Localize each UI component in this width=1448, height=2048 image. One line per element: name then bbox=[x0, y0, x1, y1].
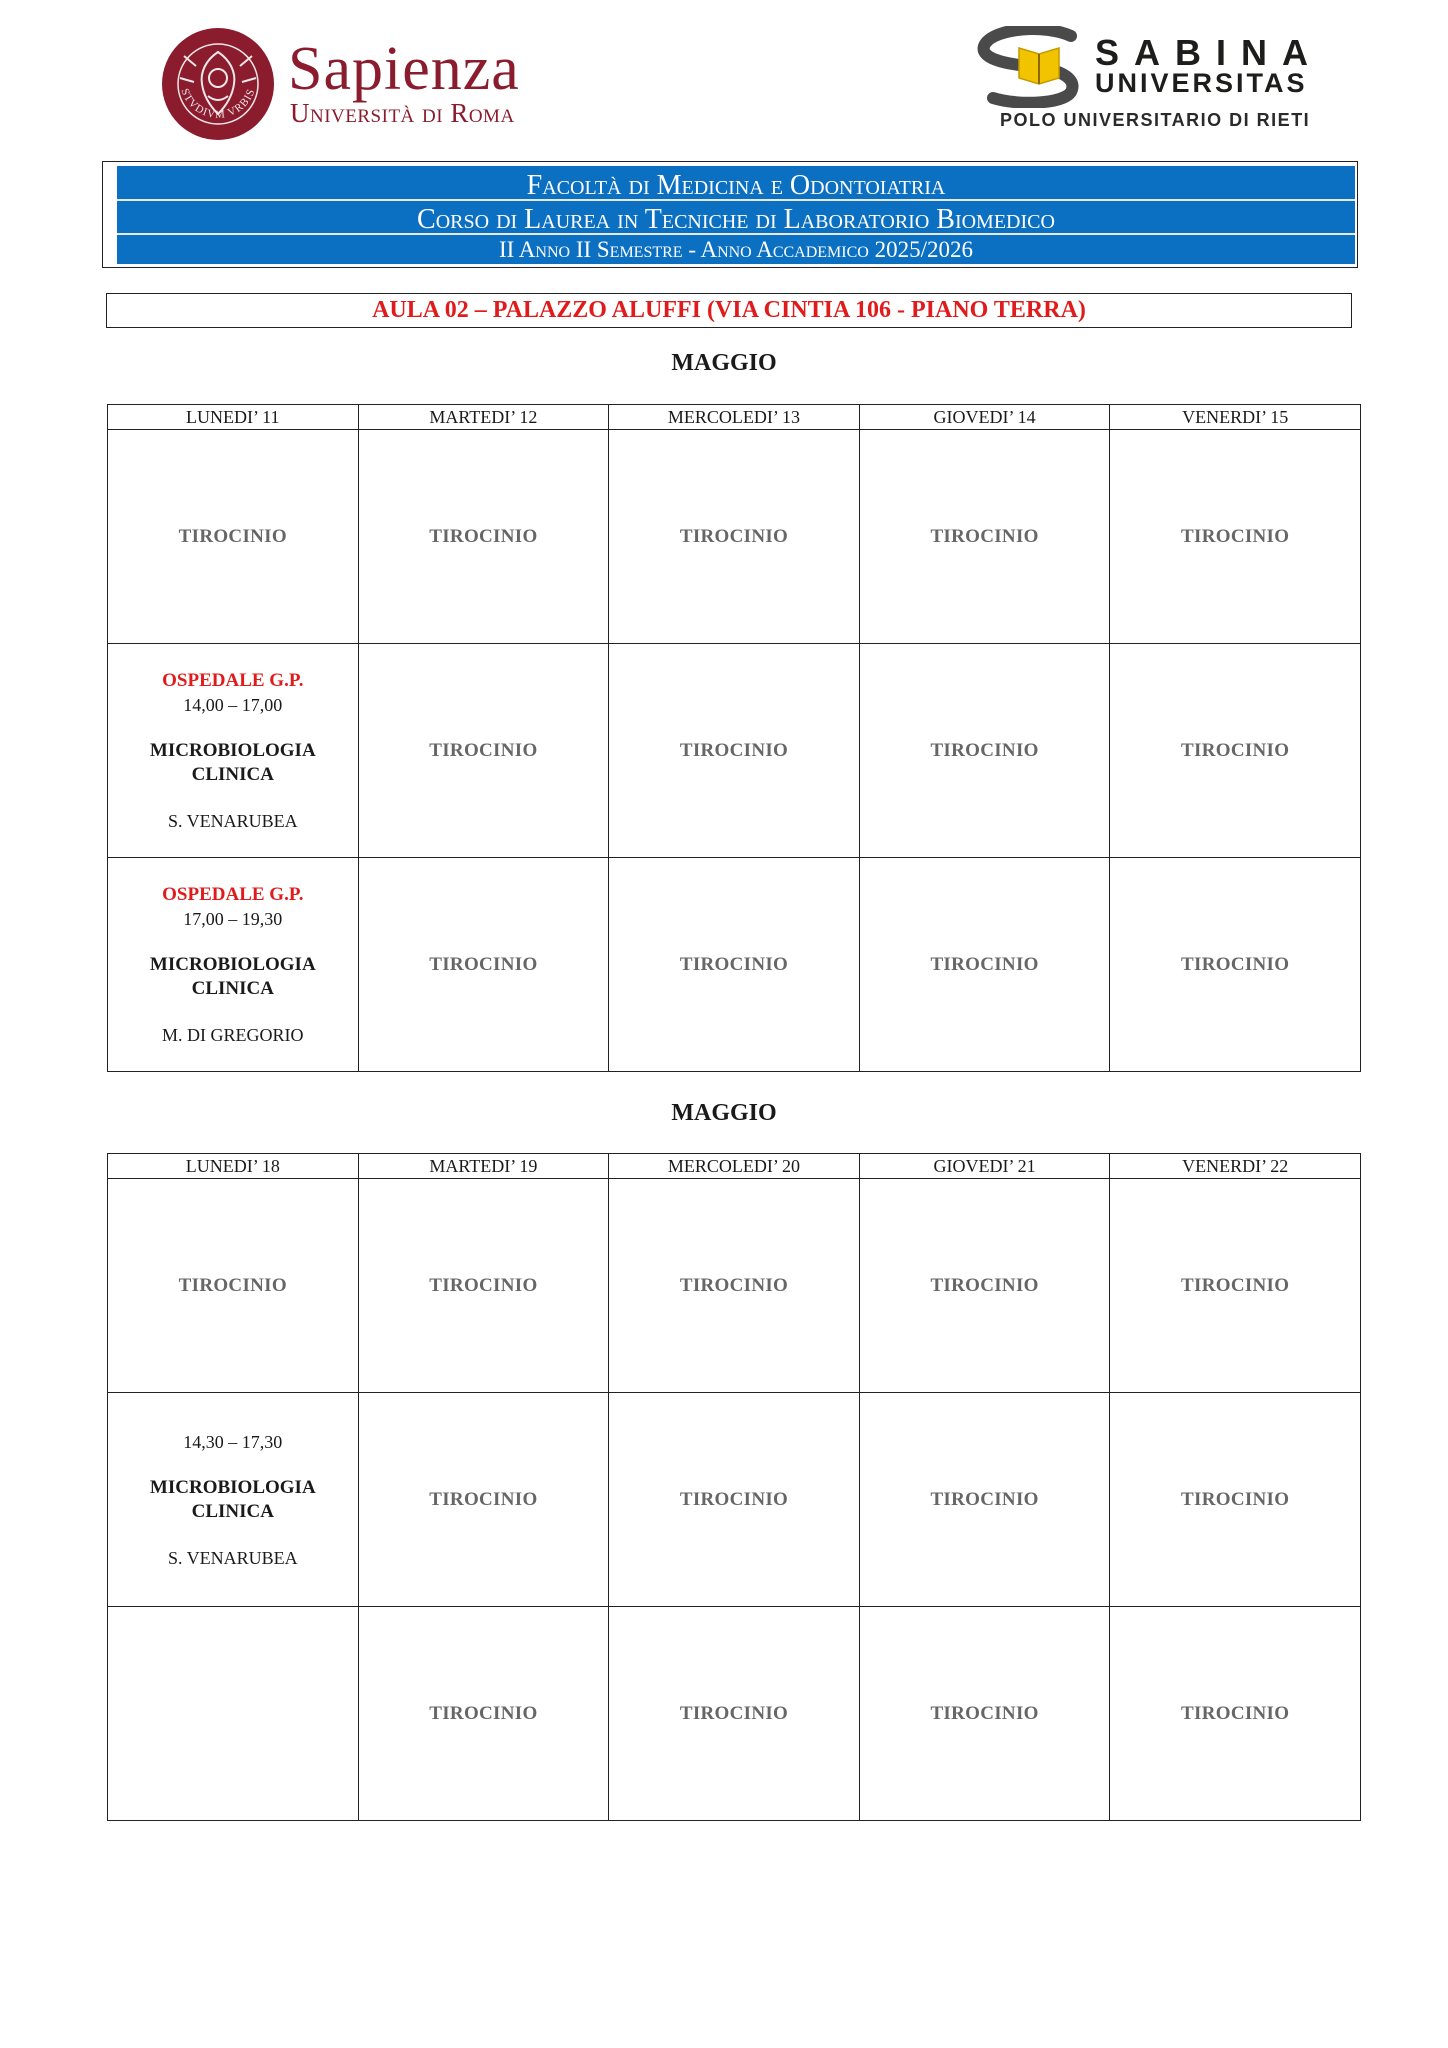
internship-label: TIROCINIO bbox=[930, 953, 1039, 975]
internship-label: TIROCINIO bbox=[1181, 1488, 1290, 1510]
day-header: LUNEDI’ 11 bbox=[108, 405, 359, 430]
schedule-row bbox=[108, 644, 1361, 858]
internship-label: TIROCINIO bbox=[930, 1702, 1039, 1724]
schedule-cell bbox=[859, 1393, 1110, 1607]
internship-label: TIROCINIO bbox=[1181, 1274, 1290, 1296]
internship-label: TIROCINIO bbox=[429, 1702, 538, 1724]
schedule-cell bbox=[609, 858, 860, 1072]
lesson-teacher: S. VENARUBEA bbox=[167, 810, 298, 831]
internship-label: TIROCINIO bbox=[1181, 739, 1290, 761]
lesson-time: 17,00 – 19,30 bbox=[183, 908, 283, 929]
sabina-tagline: POLO UNIVERSITARIO DI RIETI bbox=[1000, 110, 1311, 130]
sabina-subtitle: UNIVERSITAS bbox=[1095, 68, 1308, 98]
schedule-cell bbox=[358, 644, 609, 858]
schedule-cell bbox=[108, 1179, 359, 1393]
faculty-banner bbox=[102, 161, 1358, 268]
day-header: GIOVEDI’ 14 bbox=[859, 405, 1110, 430]
internship-label: TIROCINIO bbox=[679, 1702, 789, 1724]
internship-label: TIROCINIO bbox=[679, 1274, 789, 1296]
internship-label: TIROCINIO bbox=[679, 739, 789, 761]
lesson-subject: MICROBIOLOGIA bbox=[149, 953, 316, 975]
sapienza-name: Sapienza bbox=[288, 35, 520, 103]
day-header: GIOVEDI’ 21 bbox=[859, 1154, 1110, 1179]
lesson-teacher: S. VENARUBEA bbox=[167, 1547, 298, 1568]
schedule-cell bbox=[358, 858, 609, 1072]
schedule-cell bbox=[609, 430, 860, 644]
schedule-row bbox=[108, 1393, 1361, 1607]
month-title-week1: MAGGIO bbox=[671, 350, 777, 376]
schedule-cell bbox=[609, 1607, 860, 1821]
month-title-week2: MAGGIO bbox=[671, 1100, 777, 1126]
lesson-cell bbox=[108, 858, 359, 1072]
internship-label: TIROCINIO bbox=[1181, 525, 1290, 547]
schedule-table-week1 bbox=[107, 404, 1361, 1072]
schedule-cell bbox=[1110, 1607, 1361, 1821]
schedule-row bbox=[108, 1179, 1361, 1393]
seal-text: STVDIVM VRBIS bbox=[178, 86, 258, 122]
internship-label: TIROCINIO bbox=[1181, 953, 1290, 975]
schedule-cell bbox=[859, 1607, 1110, 1821]
schedule-cell bbox=[1110, 1393, 1361, 1607]
schedule-row bbox=[108, 430, 1361, 644]
academic-year: II Anno II Semestre - Anno Accademico 2025/2026 bbox=[499, 237, 973, 262]
schedule-cell bbox=[859, 858, 1110, 1072]
lesson-subject-line2: CLINICA bbox=[191, 763, 274, 785]
internship-label: TIROCINIO bbox=[930, 739, 1039, 761]
schedule-row bbox=[108, 858, 1361, 1072]
day-header-row bbox=[108, 405, 1361, 430]
empty-cell bbox=[108, 1607, 359, 1821]
lesson-subject-line2: CLINICA bbox=[191, 977, 274, 999]
day-header: MERCOLEDI’ 20 bbox=[609, 1154, 860, 1179]
internship-label: TIROCINIO bbox=[429, 1274, 538, 1296]
lesson-subject: MICROBIOLOGIA bbox=[149, 739, 316, 761]
lesson-subject: MICROBIOLOGIA bbox=[149, 1476, 316, 1498]
lesson-location: OSPEDALE G.P. bbox=[162, 883, 304, 905]
schedule-cell bbox=[358, 1393, 609, 1607]
sapienza-seal-icon bbox=[160, 26, 276, 142]
course-title: Corso di Laurea in Tecniche di Laboratorio Biomedico bbox=[417, 204, 1055, 235]
day-header: VENERDI’ 15 bbox=[1110, 405, 1361, 430]
internship-label: TIROCINIO bbox=[429, 953, 538, 975]
schedule-cell bbox=[358, 1607, 609, 1821]
day-header-row bbox=[108, 1154, 1361, 1179]
internship-label: TIROCINIO bbox=[679, 525, 789, 547]
classroom-label: AULA 02 – PALAZZO ALUFFI (VIA CINTIA 106 - PIANO TERRA) bbox=[106, 293, 1352, 328]
lesson-time: 14,00 – 17,00 bbox=[183, 694, 283, 715]
lesson-teacher: M. DI GREGORIO bbox=[162, 1024, 304, 1045]
day-header: MARTEDI’ 19 bbox=[358, 1154, 609, 1179]
day-header: LUNEDI’ 18 bbox=[108, 1154, 359, 1179]
internship-label: TIROCINIO bbox=[1181, 1702, 1290, 1724]
schedule-cell bbox=[358, 1179, 609, 1393]
lesson-cell bbox=[108, 1393, 359, 1607]
schedule-cell bbox=[859, 1179, 1110, 1393]
internship-label: TIROCINIO bbox=[429, 525, 538, 547]
day-header: MARTEDI’ 12 bbox=[358, 405, 609, 430]
schedule-cell bbox=[859, 644, 1110, 858]
schedule-cell bbox=[609, 644, 860, 858]
schedule-cell bbox=[609, 1393, 860, 1607]
schedule-cell bbox=[609, 1179, 860, 1393]
schedule-cell bbox=[108, 430, 359, 644]
internship-label: TIROCINIO bbox=[429, 739, 538, 761]
internship-label: TIROCINIO bbox=[930, 525, 1039, 547]
faculty-title: Facoltà di Medicina e Odontoiatria bbox=[526, 170, 946, 201]
internship-label: TIROCINIO bbox=[930, 1488, 1039, 1510]
schedule-cell bbox=[1110, 1179, 1361, 1393]
day-header: MERCOLEDI’ 13 bbox=[609, 405, 860, 430]
sabina-book-icon bbox=[975, 26, 1095, 108]
schedule-cell bbox=[358, 430, 609, 644]
schedule-cell bbox=[1110, 858, 1361, 1072]
internship-label: TIROCINIO bbox=[679, 953, 789, 975]
lesson-location: OSPEDALE G.P. bbox=[162, 669, 304, 691]
lesson-subject-line2: CLINICA bbox=[191, 1500, 274, 1522]
sabina-logo bbox=[975, 26, 1330, 136]
internship-label: TIROCINIO bbox=[178, 525, 287, 547]
internship-label: TIROCINIO bbox=[679, 1488, 789, 1510]
lesson-cell bbox=[108, 644, 359, 858]
sapienza-subtitle: Università di Roma bbox=[290, 98, 515, 128]
schedule-row bbox=[108, 1607, 1361, 1821]
internship-label: TIROCINIO bbox=[178, 1274, 287, 1296]
lesson-time: 14,30 – 17,30 bbox=[183, 1431, 283, 1452]
schedule-cell bbox=[1110, 644, 1361, 858]
internship-label: TIROCINIO bbox=[930, 1274, 1039, 1296]
schedule-cell bbox=[859, 430, 1110, 644]
internship-label: TIROCINIO bbox=[429, 1488, 538, 1510]
schedule-cell bbox=[1110, 430, 1361, 644]
sapienza-logo bbox=[160, 26, 540, 142]
schedule-table-week2 bbox=[107, 1153, 1361, 1821]
sabina-name: SABINA bbox=[1095, 32, 1324, 73]
day-header: VENERDI’ 22 bbox=[1110, 1154, 1361, 1179]
